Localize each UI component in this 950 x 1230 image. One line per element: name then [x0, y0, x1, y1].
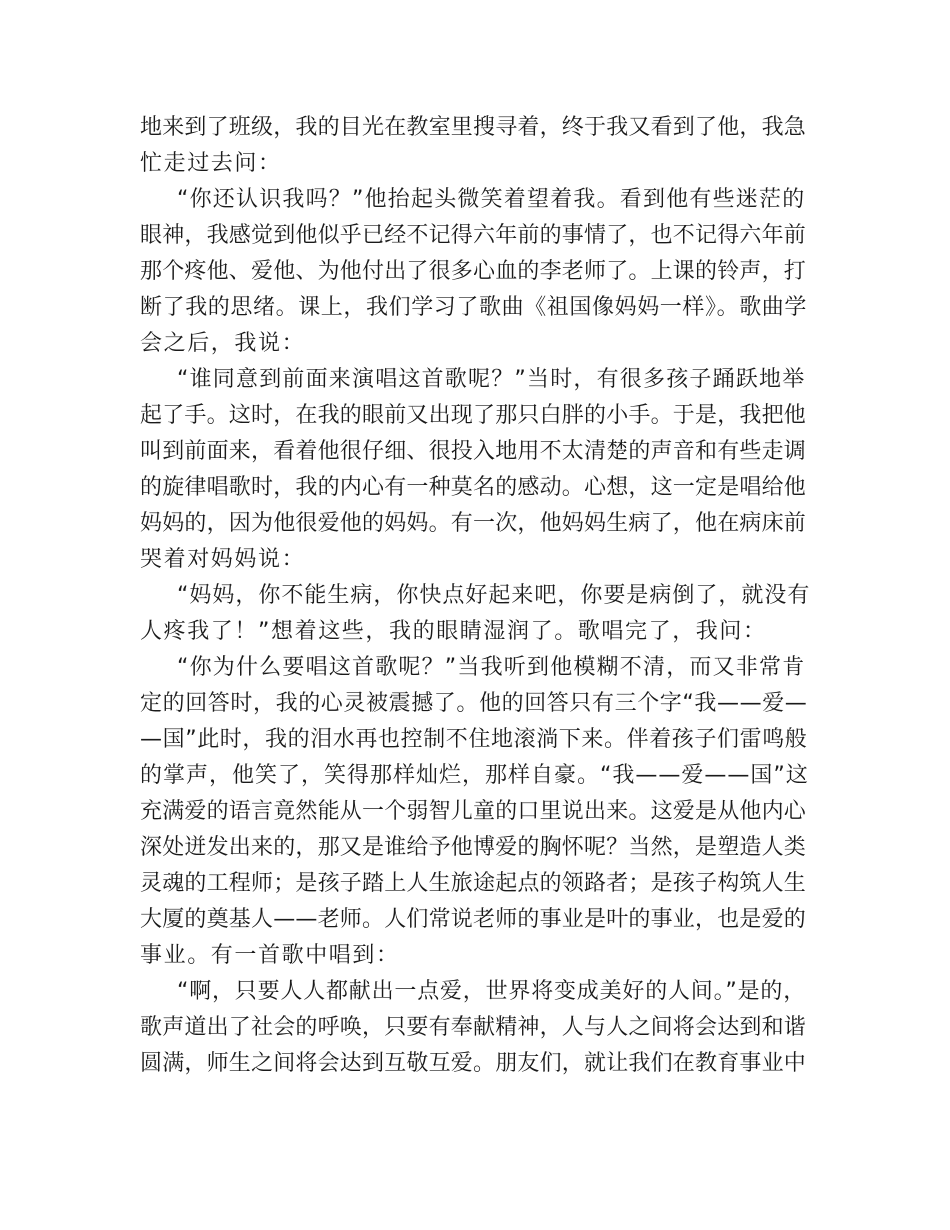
- text-line: 的旋律唱歌时，我的内心有一种莫名的感动。心想，这一定是唱给他: [140, 475, 807, 500]
- text-line: 会之后，我说：: [140, 331, 306, 356]
- text-line: 忙走过去问：: [140, 151, 282, 176]
- text-line: “你还认识我吗？”他抬起头微笑着望着我。看到他有些迷茫的: [177, 187, 806, 212]
- text-line: 哭着对妈妈说：: [140, 547, 306, 572]
- text-line: 那个疼他、爱他、为他付出了很多心血的李老师了。上课的铃声，打: [140, 259, 807, 284]
- text-line: 眼神，我感觉到他似乎已经不记得六年前的事情了，也不记得六年前: [140, 223, 807, 248]
- text-line: 深处迸发出来的，那又是谁给予他博爱的胸怀呢？当然，是塑造人类: [140, 835, 807, 860]
- text-line: —国”此时，我的泪水再也控制不住地滚淌下来。伴着孩子们雷鸣般: [140, 727, 808, 752]
- text-line: 人疼我了！”想着这些，我的眼睛湿润了。歌唱完了，我问：: [140, 619, 767, 644]
- text-line: 定的回答时，我的心灵被震撼了。他的回答只有三个字“我——爱—: [140, 691, 808, 716]
- text-line: 圆满，师生之间将会达到互敬互爱。朋友们，就让我们在教育事业中: [140, 1051, 807, 1076]
- text-line: 妈妈的，因为他很爱他的妈妈。有一次，他妈妈生病了，他在病床前: [140, 511, 807, 536]
- text-line: 起了手。这时，在我的眼前又出现了那只白胖的小手。于是，我把他: [140, 403, 807, 428]
- text-line: “你为什么要唱这首歌呢？”当我听到他模糊不清，而又非常肯: [177, 655, 806, 680]
- text-line: 断了我的思绪。课上，我们学习了歌曲《祖国像妈妈一样》。歌曲学: [140, 295, 808, 320]
- text-line: “妈妈，你不能生病，你快点好起来吧，你要是病倒了，就没有: [177, 583, 811, 608]
- text-line: 灵魂的工程师；是孩子踏上人生旅途起点的领路者；是孩子构筑人生: [140, 871, 807, 896]
- text-line: 歌声道出了社会的呼唤，只要有奉献精神，人与人之间将会达到和谐: [140, 1015, 807, 1040]
- text-line: 叫到前面来，看着他很仔细、很投入地用不太清楚的声音和有些走调: [140, 439, 807, 464]
- text-line: 的掌声，他笑了，笑得那样灿烂，那样自豪。“我——爱——国”这: [140, 763, 809, 788]
- text-line: 充满爱的语言竟然能从一个弱智儿童的口里说出来。这爱是从他内心: [140, 799, 807, 824]
- text-line: 大厦的奠基人——老师。人们常说老师的事业是叶的事业，也是爱的: [140, 907, 807, 932]
- text-line: 地来到了班级，我的目光在教室里搜寻着，终于我又看到了他，我急: [140, 115, 807, 140]
- text-line: 事业。有一首歌中唱到：: [140, 943, 400, 968]
- text-line: “啊，只要人人都献出一点爱，世界将变成美好的人间。”是的，: [177, 979, 806, 1004]
- text-line: “谁同意到前面来演唱这首歌呢？”当时，有很多孩子踊跃地举: [177, 367, 806, 392]
